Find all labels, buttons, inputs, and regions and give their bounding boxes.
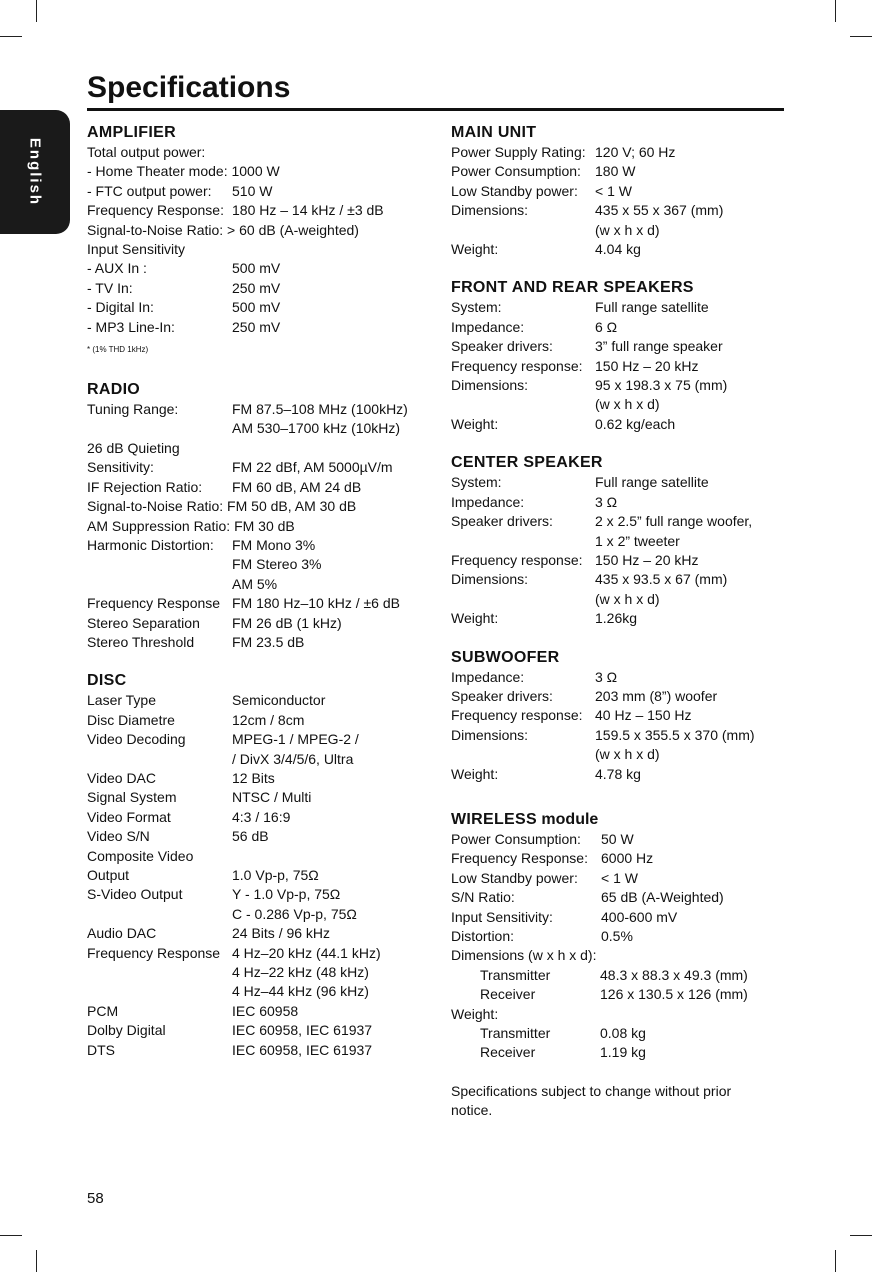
spec-row [87,221,437,240]
spec-value: / DivX 3/4/5/6, Ultra [232,750,354,767]
spec-value: 3 Ω [595,668,618,685]
wireless-heading-main: WIRELESS [451,810,537,828]
crop-mark [835,1250,836,1272]
spec-value: 203 mm (8”) woofer [595,687,718,704]
spec-label: S-Video Output [87,886,183,903]
spec-row [87,162,437,181]
wireless-heading-sub: module [536,810,599,828]
spec-value: 1.19 kg [600,1044,646,1061]
spec-row [480,966,786,985]
spec-row [451,927,786,946]
spec-row [451,609,786,628]
spec-label: Composite Video [87,847,194,864]
spec-label: IF Rejection Ratio: [87,478,203,495]
spec-value: Semiconductor [232,692,326,709]
spec-value: 150 Hz – 20 kHz [595,551,699,568]
spec-value: 510 W [232,182,273,199]
spec-label [87,555,232,574]
spec-row [451,376,786,395]
spec-row [87,866,437,885]
spec-value: (w x h x d) [595,221,660,238]
spec-label: Video Decoding [87,731,186,748]
spec-row [87,318,437,337]
spec-row [451,143,786,162]
wireless-weight-label-row [451,1005,786,1024]
spec-row [451,357,786,376]
amplifier-heading: AMPLIFIER [87,124,176,141]
center-list [451,473,786,628]
language-tab [0,110,70,234]
spec-label: Transmitter [480,1025,551,1042]
spec-label: Distortion: [451,928,515,944]
spec-row [451,869,786,888]
spec-label: Low Standby power: [451,182,578,199]
spec-row [87,905,437,924]
spec-value: (w x h x d) [595,396,660,413]
spec-label: Weight: [451,241,499,258]
spec-row [451,551,786,570]
spec-value: MPEG-1 / MPEG-2 / [232,731,359,748]
spec-row [87,517,437,536]
spec-value: < 1 W [595,182,632,199]
spec-row [451,687,786,706]
spec-label: 26 dB Quieting [87,439,180,456]
spec-value: Full range satellite [595,299,709,316]
spec-row [87,614,437,633]
spec-label: Dimensions: [451,726,529,743]
crop-mark [0,1235,22,1236]
wireless-dims-list [451,966,786,1005]
spec-label: Dolby Digital [87,1022,166,1039]
spec-value: 4 Hz–44 kHz (96 kHz) [232,983,369,1000]
spec-label: Receiver [480,1044,536,1061]
spec-value: 56 dB [232,828,269,845]
spec-row [87,259,437,278]
spec-row [87,279,437,298]
spec-value: FM 87.5–108 MHz (100kHz) [232,401,408,418]
spec-value: Full range satellite [595,474,709,491]
wireless-weights-list [451,1024,786,1063]
spec-label: Speaker drivers: [451,513,553,530]
spec-row [451,298,786,317]
spec-value: C - 0.286 Vp-p, 75Ω [232,905,357,922]
crop-mark [835,0,836,22]
spec-value: Y - 1.0 Vp-p, 75Ω [232,886,341,903]
spec-value: < 1 W [601,869,638,886]
spec-label: Frequency Response [87,595,221,612]
subwoofer-list [451,668,786,784]
spec-row [87,1041,437,1060]
spec-row [87,182,437,201]
spec-row [451,493,786,512]
spec-value: 0.5% [601,928,633,944]
spec-value: 6000 Hz [601,850,654,867]
spec-label: Speaker drivers: [451,338,553,355]
spec-row [87,201,437,220]
radio-heading: RADIO [87,381,141,399]
spec-row [451,337,786,356]
spec-row [451,668,786,687]
spec-label: Video Format [87,808,171,825]
spec-value: 400-600 mV [601,908,678,925]
spec-label: Stereo Threshold [87,633,195,650]
spec-row [451,512,786,531]
spec-row [480,985,786,1004]
spec-label: Transmitter [480,966,551,983]
spec-value: AM 530–1700 kHz (10kHz) [232,420,401,437]
spec-row [87,711,437,730]
spec-row [87,458,437,477]
spec-value: 180 Hz – 14 kHz / ±3 dB [232,202,384,219]
spec-row [87,575,437,594]
spec-label: - Home Theater mode: 1000 W [87,163,280,180]
amplifier-list [87,143,437,337]
spec-value: 2 x 2.5” full range woofer, [595,513,753,530]
spec-value: 3 Ω [595,493,618,510]
spec-label: Signal-to-Noise Ratio: > 60 dB (A-weighted) [87,221,359,238]
crop-mark [850,36,872,37]
spec-row [87,982,437,1001]
spec-row [87,769,437,788]
spec-value: 120 V; 60 Hz [595,144,676,160]
center-heading: CENTER SPEAKER [451,454,603,472]
spec-label [87,419,232,438]
spec-label [87,750,232,769]
front-rear-list [451,298,786,434]
spec-row [87,924,437,943]
spec-value: FM 60 dB, AM 24 dB [232,478,362,495]
spec-value: 24 Bits / 96 kHz [232,925,331,942]
spec-label: - TV In: [87,279,133,296]
spec-row [451,765,786,784]
spec-value: 12cm / 8cm [232,711,305,728]
spec-row [87,885,437,904]
spec-row [480,1024,786,1043]
spec-label: Tuning Range: [87,401,179,418]
spec-row [451,946,786,965]
spec-label: System: [451,299,502,316]
spec-row [451,162,786,181]
spec-row [451,201,786,220]
spec-label [451,745,595,764]
crop-mark [36,1250,37,1272]
spec-label: - MP3 Line-In: [87,318,175,335]
spec-label: Signal-to-Noise Ratio: FM 50 dB, AM 30 dB [87,498,357,515]
spec-row [87,1002,437,1021]
spec-row [87,750,437,769]
spec-row [451,570,786,589]
spec-row [87,633,437,652]
spec-label: Output [87,867,130,883]
spec-row [87,555,437,574]
spec-row [87,497,437,516]
spec-label: Dimensions: [451,571,529,588]
spec-label: - Digital In: [87,299,154,316]
spec-row [451,849,786,868]
spec-label [451,532,595,551]
spec-value: 150 Hz – 20 kHz [595,357,699,374]
spec-row [87,536,437,555]
spec-row [451,888,786,907]
spec-value: (w x h x d) [595,590,660,607]
spec-value: 159.5 x 355.5 x 370 (mm) [595,726,755,743]
spec-row [451,830,786,849]
spec-label: Impedance: [451,668,525,685]
spec-value: 48.3 x 88.3 x 49.3 (mm) [600,966,748,983]
spec-label: Impedance: [451,493,525,510]
spec-value: 6 Ω [595,318,618,335]
spec-label: Audio DAC [87,925,157,942]
spec-row [451,706,786,725]
spec-value: 65 dB (A-Weighted) [601,889,724,906]
spec-label: Weight: [451,610,499,627]
wireless-heading [451,810,786,830]
spec-row [451,745,786,764]
spec-label [451,590,595,609]
footnote: Specifications subject to change without prior notice. [451,1082,732,1119]
spec-label: Input Sensitivity: [451,908,553,925]
spec-value: FM 26 dB (1 kHz) [232,614,342,631]
spec-value: 4.04 kg [595,241,641,258]
spec-label [87,963,232,982]
spec-label: - FTC output power: [87,182,212,199]
spec-label [87,575,232,594]
spec-value: 4:3 / 16:9 [232,808,291,825]
spec-value: (w x h x d) [595,746,660,763]
spec-row [87,298,437,317]
spec-row [480,1043,786,1062]
right-column [451,123,786,1121]
spec-value: IEC 60958, IEC 61937 [232,1041,373,1058]
spec-row [87,944,437,963]
spec-value: 0.08 kg [600,1025,646,1042]
spec-label [451,395,595,414]
spec-label: S/N Ratio: [451,889,515,906]
spec-row [451,532,786,551]
spec-row [451,908,786,927]
spec-label: Speaker drivers: [451,687,553,704]
spec-value: 50 W [601,830,634,847]
spec-row [87,240,437,259]
disc-list [87,691,437,1060]
spec-label: Stereo Separation [87,614,200,631]
spec-label: Frequency Response [87,944,221,961]
amplifier-note: * (1% THD 1kHz) [87,345,149,355]
spec-value: 95 x 198.3 x 75 (mm) [595,377,728,394]
spec-label: Frequency Response: [87,202,224,219]
spec-label: PCM [87,1002,119,1019]
spec-label: Dimensions (w x h x d): [451,947,597,964]
disc-heading: DISC [87,672,127,690]
spec-label: Video S/N [87,828,150,845]
spec-row [451,415,786,434]
main-unit-list [451,143,786,259]
spec-value: 40 Hz – 150 Hz [595,707,692,724]
spec-label: Power Consumption: [451,830,581,847]
spec-row [87,478,437,497]
front-rear-heading: FRONT AND REAR SPEAKERS [451,279,694,297]
spec-value: 500 mV [232,260,281,277]
spec-label: - AUX In : [87,260,147,277]
subwoofer-heading: SUBWOOFER [451,648,560,666]
spec-row [451,318,786,337]
spec-value: FM Stereo 3% [232,556,322,573]
spec-label: AM Suppression Ratio: FM 30 dB [87,517,295,534]
spec-value: IEC 60958 [232,1002,299,1019]
spec-label: Sensitivity: [87,459,154,476]
spec-value: FM 22 dBf, AM 5000µV/m [232,459,393,476]
spec-value: FM 180 Hz–10 kHz / ±6 dB [232,595,400,612]
spec-label: Total output power: [87,144,206,160]
spec-value: 1 x 2” tweeter [595,532,680,549]
spec-row [451,240,786,259]
crop-mark [0,36,22,37]
spec-row [87,439,437,458]
spec-value: 435 x 55 x 367 (mm) [595,202,724,219]
spec-value: FM 23.5 dB [232,633,305,650]
spec-label: Receiver [480,986,536,1003]
spec-row [451,182,786,201]
spec-value: 250 mV [232,318,281,335]
spec-label: DTS [87,1041,115,1058]
spec-label: Signal System [87,789,177,806]
spec-label: Dimensions: [451,377,529,394]
spec-value: 3” full range speaker [595,338,723,355]
spec-label: Frequency response: [451,707,583,724]
title-rule [87,108,784,111]
spec-label: Power Consumption: [451,163,581,180]
spec-value: NTSC / Multi [232,789,312,806]
radio-list [87,400,437,652]
spec-value: 12 Bits [232,769,275,786]
spec-row [451,590,786,609]
spec-label: Video DAC [87,769,157,786]
spec-row [87,730,437,749]
spec-label [87,905,232,924]
spec-row [451,473,786,492]
spec-label: System: [451,474,502,491]
spec-value: 1.0 Vp-p, 75Ω [232,867,319,883]
spec-value: 1.26kg [595,610,638,627]
spec-row [87,963,437,982]
spec-label: Low Standby power: [451,869,578,886]
page-number: 58 [87,1190,104,1207]
spec-label: Disc Diametre [87,711,175,728]
spec-row [451,221,786,240]
spec-label: Frequency response: [451,551,583,568]
spec-row [87,400,437,419]
spec-value: 4 Hz–20 kHz (44.1 kHz) [232,944,381,961]
spec-label: Impedance: [451,318,525,335]
spec-value: 0.62 kg/each [595,415,676,432]
spec-row [87,594,437,613]
spec-row [451,395,786,414]
spec-label: Power Supply Rating: [451,144,586,160]
spec-value: FM Mono 3% [232,536,316,553]
spec-label: Frequency Response: [451,850,588,867]
spec-label [87,982,232,1001]
spec-value: 4.78 kg [595,765,641,782]
wireless-list [451,830,786,966]
wireless-weight-label: Weight: [451,1005,499,1022]
spec-value: 500 mV [232,299,281,316]
spec-row [87,788,437,807]
spec-row [87,808,437,827]
crop-mark [36,0,37,22]
spec-label: Harmonic Distortion: [87,536,214,553]
spec-label: Weight: [451,415,499,432]
spec-label: Input Sensitivity [87,241,186,258]
spec-row [87,827,437,846]
crop-mark [850,1235,872,1236]
spec-row [451,726,786,745]
spec-value: 4 Hz–22 kHz (48 kHz) [232,964,369,981]
page-title: Specifications [87,71,291,104]
spec-label [451,221,595,240]
spec-label: Weight: [451,765,499,782]
spec-value: 250 mV [232,279,281,296]
spec-label: Laser Type [87,692,157,709]
spec-label: Dimensions: [451,202,529,219]
spec-row [87,691,437,710]
spec-row [87,143,437,162]
left-column [87,123,437,1060]
main-unit-heading: MAIN UNIT [451,124,537,141]
spec-row [87,847,437,866]
language-tab-label: English [26,137,44,207]
spec-value: 435 x 93.5 x 67 (mm) [595,571,728,588]
spec-value: 126 x 130.5 x 126 (mm) [600,986,748,1003]
spec-value: IEC 60958, IEC 61937 [232,1022,373,1039]
spec-label: Frequency response: [451,357,583,374]
spec-row [87,419,437,438]
spec-value: 180 W [595,163,636,180]
spec-row [87,1021,437,1040]
spec-value: AM 5% [232,575,278,592]
